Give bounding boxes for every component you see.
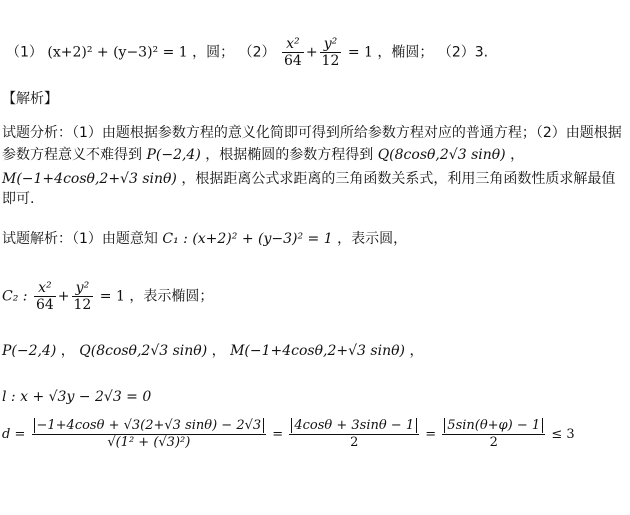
analysis-line-2: 参数方程意义不难得到 P(−2,4) ，根据椭圆的参数方程得到 Q(8cosθ,2√3 sinθ) ， (2, 147, 525, 163)
distance-lhs: d = (2, 427, 26, 442)
distance-fraction-1: $\frac{-1+4\cos\theta + √3(2+√3 \sin\theta) - 2√3}{\text{√(1² + (√3)²)}}$ (32, 418, 267, 451)
distance-bound: ≤ 3 (551, 427, 575, 442)
part-3-answer: （2）3. (437, 44, 489, 61)
answer-circle: ，圆； (192, 44, 235, 61)
point-m-sol: M(−1+4cosθ,2+√3 sinθ) (230, 343, 405, 359)
analysis-heading: 【解析】 (2, 91, 58, 107)
answer-line: （1） (x+2)² + (y−3)² = 1 ，圆； （2） $\frac{\text{x²}}{64}$ + $\frac{\text{y²}}{12}$ = 1 ，椭圆； （2）3. (6, 36, 489, 69)
solution-line-2: C₂ : $\frac{\text{x²}}{64}$ + $\frac{\text{y²}}{12}$ = 1 ，表示椭圆； (2, 280, 214, 313)
analysis-line-4: 即可. (2, 191, 35, 207)
distance-fraction-3: $\frac{5\sin(\theta+\varphi) - 1}{2}$ (442, 418, 545, 451)
line-l-equation: l : x + √3y − 2√3 = 0 (2, 389, 152, 405)
solution-points-line: P(−2,4) ， Q(8cosθ,2√3 sinθ) ， M(−1+4cosθ,2+√3 sinθ) ， (2, 343, 424, 359)
point-p-sol: P(−2,4) (2, 343, 57, 359)
point-q-sol: Q(8cosθ,2√3 sinθ) (79, 343, 208, 359)
analysis-line-3: M(−1+4cosθ,2+√3 sinθ) ，根据距离公式求距离的三角函数关系式，利用三角函数性质求解最值 (2, 171, 616, 187)
answer-equation-1: (x+2)² + (y−3)² = 1 (47, 44, 188, 61)
point-m: M(−1+4cosθ,2+√3 sinθ) (2, 171, 177, 187)
part-2-label: （2） (238, 44, 276, 61)
fraction-y2-12: $\frac{\text{y²}}{12}$ (321, 36, 340, 69)
answer-equals-one: = 1 (347, 44, 373, 61)
fraction-x2-64: $\frac{\text{x²}}{64}$ (283, 36, 302, 69)
point-p: P(−2,4) (146, 147, 201, 163)
fraction-x2-64-b: $\frac{\text{x²}}{64}$ (35, 280, 54, 313)
answer-ellipse: ，椭圆； (377, 44, 434, 61)
point-q: Q(8cosθ,2√3 sinθ) (377, 147, 506, 163)
analysis-line-1: 试题分析：（1）由题根据参数方程的意义化简即可得到所给参数方程对应的普通方程；（2）由题根据 (2, 125, 622, 141)
part-1-label: （1） (6, 44, 43, 61)
fraction-y2-12-b: $\frac{\text{y²}}{12}$ (73, 280, 92, 313)
solution-line-1: 试题解析：（1）由题意知 C₁ : (x+2)² + (y−3)² = 1 ，表示圆， (2, 231, 408, 247)
distance-fraction-2: $\frac{4\cos\theta + 3\sin\theta - 1}{2}$ (289, 418, 419, 451)
curve-c1-equation: C₁ : (x+2)² + (y−3)² = 1 (162, 231, 333, 247)
distance-formula: d = $\frac{-1+4\cos\theta + √3(2+√3 \sin\theta) - 2√3}{\text{√(1² + (√3)²)}}$ = $\frac{4\cos\theta + 3\sin\theta - 1}{2}$ = $\frac{5\sin(\theta+\varphi) - 1}{2}$ ≤ 3 (2, 418, 575, 450)
curve-c2-label: C₂ : (2, 288, 28, 305)
